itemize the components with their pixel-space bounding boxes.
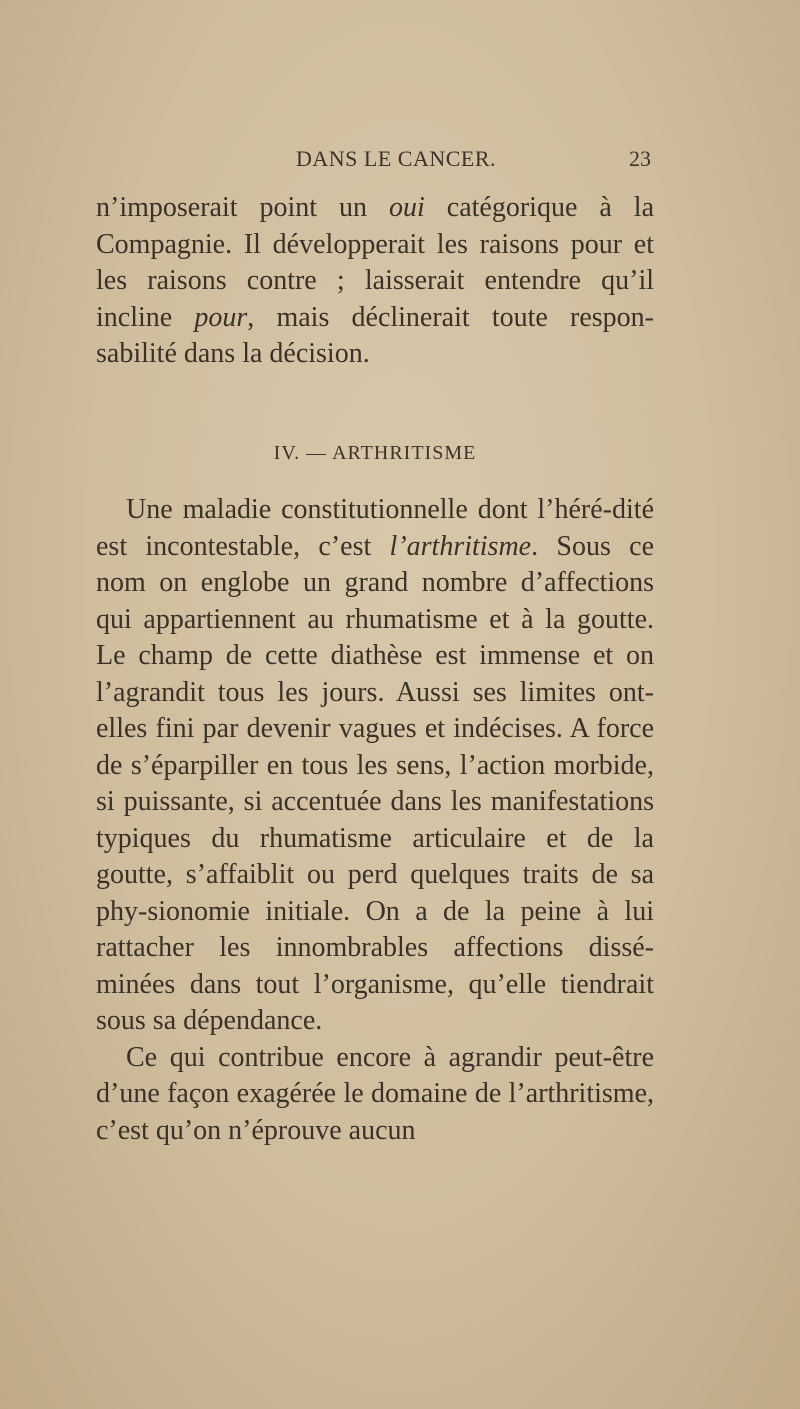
- paragraph-arthritisme: [96, 492, 654, 1040]
- running-head: [96, 140, 651, 180]
- text-run: n’imposerait point un: [96, 192, 390, 223]
- paragraph-text: [96, 190, 654, 373]
- text-run: , mais déclinerait toute respon-sabilité dans la décision.: [96, 301, 654, 369]
- text-run: . Sous ce nom on englobe un grand nombre d’affections qui appartiennent au rhumatisme et à la goutte. Le champ de cette diathèse est immense et on l’agrandit tous les jours. Aussi ses limites ont-elles fini par devenir vagues et indécises. A force de s’éparpiller en tous les sens, l’action morbide, si puissante, si accentuée dans les manifestations typiques du rhumatisme articulaire et de la goutte, s’affaiblit ou perd quelques traits de sa phy-sionomie initiale. On a de la peine à lui rattacher les innombrables affections dissé-minées dans tout l’organisme, qu’elle tiendrait sous sa dépendance.: [96, 530, 655, 1036]
- text-run: catégorique à la Compagnie. Il développerait les raisons pour et les raisons contre ; laisserait entendre qu’il incline: [96, 192, 654, 333]
- section-heading: IV. — ARTHRITISME: [273, 442, 477, 464]
- italic-word-oui: oui: [389, 192, 425, 223]
- section-body: [96, 492, 654, 1149]
- italic-term-arthritisme: l’arthritisme: [389, 530, 532, 562]
- text-run: Une maladie constitutionnelle dont l’héré-dité est incontestable, c’est: [96, 494, 654, 562]
- paragraph-domain: Ce qui contribue encore à agrandir peut-être d’une façon exagérée le domaine de l’arthritisme, c’est qu’on n’éprouve aucun: [96, 1041, 654, 1146]
- italic-word-pour: pour: [194, 301, 248, 333]
- page-number: 23: [629, 146, 651, 171]
- running-title: DANS LE CANCER.: [296, 146, 497, 171]
- paragraph-continuation: [96, 190, 654, 373]
